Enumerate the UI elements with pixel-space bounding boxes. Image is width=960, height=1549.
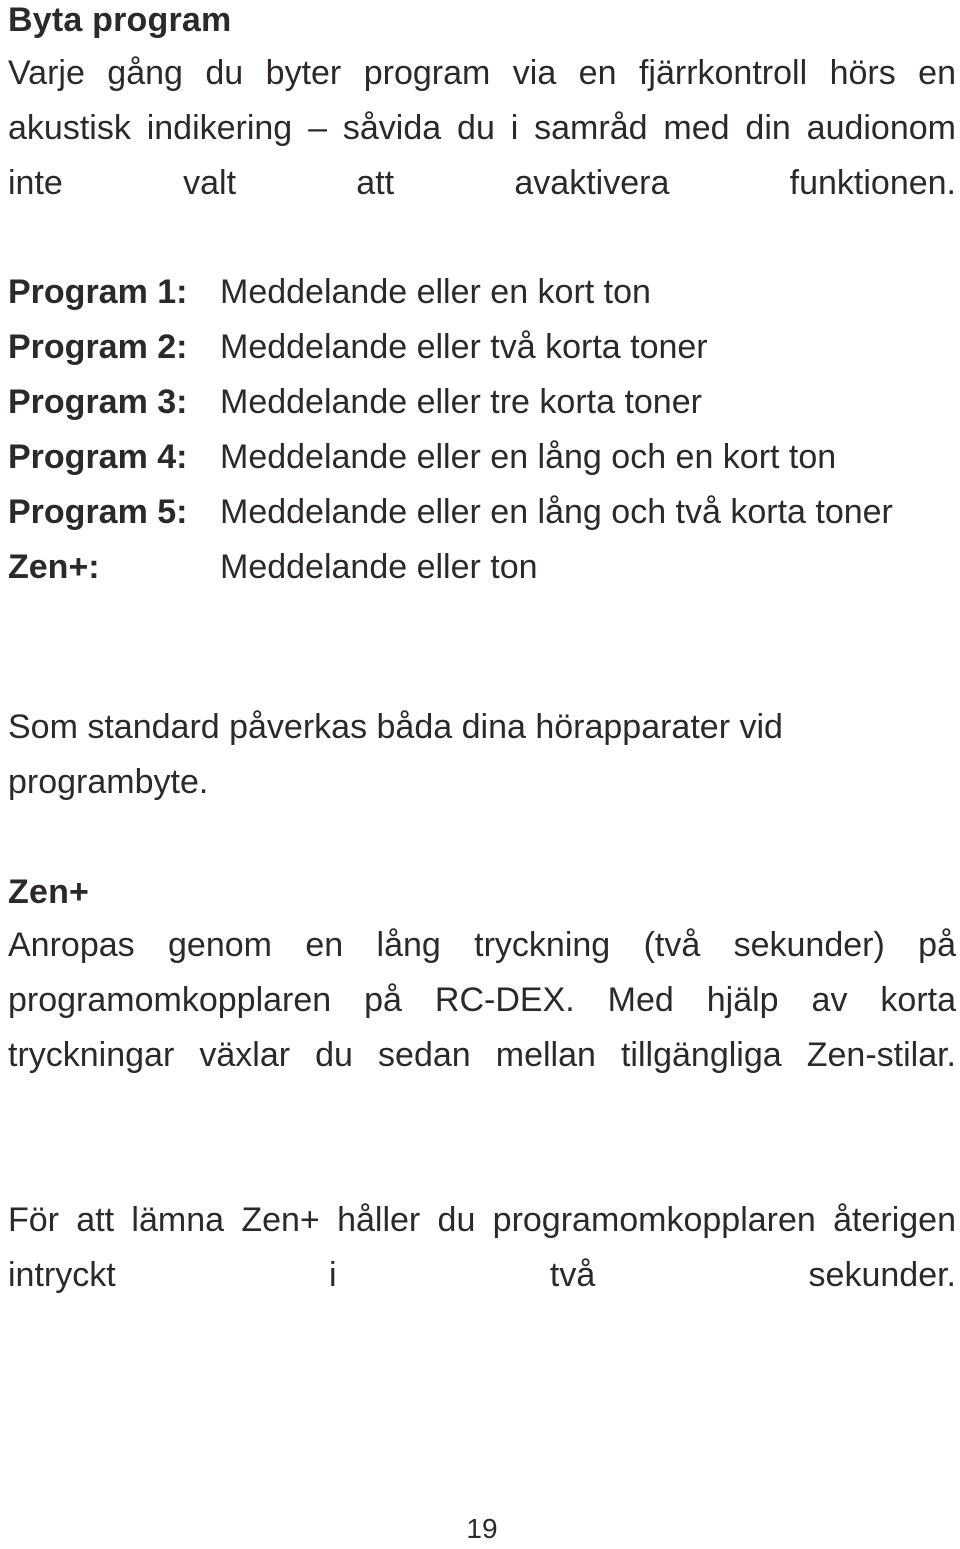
program-description: Meddelande eller en kort ton — [220, 273, 651, 311]
program-label: Program 2: — [8, 328, 188, 366]
standard-paragraph: Som standard påverkas båda dina hörapparater vid programbyte. — [8, 708, 783, 801]
program-description: Meddelande eller tre korta toner — [220, 383, 702, 421]
program-description: Meddelande eller en lång och en kort ton — [220, 438, 837, 476]
program-row-3 — [8, 375, 956, 430]
program-label: Program 5: — [8, 493, 188, 531]
page-number: 19 — [466, 1513, 498, 1544]
program-row-zen — [8, 540, 956, 595]
exit-zen-paragraph: För att lämna Zen+ håller du programomkopplaren återigen intryckt i två sekunder. — [8, 1201, 956, 1294]
heading-zen-plus: Zen+ — [8, 873, 90, 911]
program-row-4 — [8, 430, 956, 485]
program-label: Program 4: — [8, 438, 188, 476]
program-description: Meddelande eller två korta toner — [220, 328, 708, 366]
program-label: Zen+: — [8, 548, 100, 586]
program-label: Program 1: — [8, 273, 188, 311]
program-label: Program 3: — [8, 383, 188, 421]
program-description: Meddelande eller ton — [220, 548, 538, 586]
heading-byta-program: Byta program — [8, 1, 232, 39]
program-row-1 — [8, 265, 956, 320]
program-indicator-list — [8, 265, 956, 595]
intro-paragraph: Varje gång du byter program via en fjärrkontroll hörs en akustisk indikering – såvida du i samråd med din audionom inte valt att avaktivera funktionen. — [8, 54, 956, 202]
program-row-5 — [8, 485, 956, 540]
zen-paragraph: Anropas genom en lång tryckning (två sekunder) på programomkopplaren på RC-DEX. Med hjälp av korta tryckningar växlar du sedan mellan tillgängliga Zen-stilar. — [8, 926, 956, 1074]
program-row-2 — [8, 320, 956, 375]
program-description: Meddelande eller en lång och två korta toner — [220, 493, 893, 531]
